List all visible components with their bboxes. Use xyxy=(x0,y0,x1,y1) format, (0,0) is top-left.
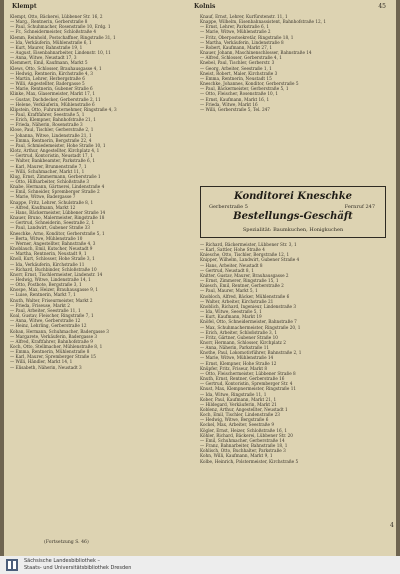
right-column-bottom xyxy=(200,242,390,464)
edge-mark: 4 xyxy=(390,522,394,529)
directory-entry: — Alfred, Schlosser, Gerberstraße 4, 1 xyxy=(200,55,282,61)
directory-entry: — Gertrud, Kontoristin, Neustadt 17, 1 xyxy=(10,153,93,159)
directory-entry: — Willi, Schuhmacher, Markt 11, 1 xyxy=(10,168,85,174)
directory-entry: Knappe, Wilhelm, Eisenbahnassistent, Bahnhofstraße 12, 1 xyxy=(200,19,326,25)
directory-entry: — Martha, Rentnerin, Neustadt 9, 1 xyxy=(10,251,87,257)
directory-entry: — Paul, Schmiedemeister, Hohe Straße 10, 1 xyxy=(10,142,106,148)
directory-entry: Knappe, Fritz, Lehrer, Schulstraße 8, 1 xyxy=(10,199,94,205)
directory-entry: Klotz, Arthur, Angestellter, Kirchplatz 4, 1 xyxy=(10,148,100,154)
directory-entry: — Johanna, Witwe, Lindenstraße 21, 1 xyxy=(10,132,92,138)
directory-entry: Knoblich, Richard, Ingenieur, Lindenstraße 3 xyxy=(200,303,296,309)
directory-entry: Koal, Gustav, Fleischer, Ringstraße 7, 1 xyxy=(10,313,94,319)
directory-entry: — Erich, Arbeiter, Schloßstraße 3, 1 xyxy=(200,329,278,335)
directory-entry: Köhler, Richard, Bäckerei, Lübbener Str. 20 xyxy=(200,432,293,438)
advertisement-box xyxy=(200,186,386,238)
directory-entry: — Karl, Maurer, Spremberger Straße 15 xyxy=(10,354,96,360)
directory-entry: Kohn, Willi, Kaufmann, Markt 9, 1 xyxy=(200,453,273,459)
directory-entry: — Alfred, Kaufmann, Markt 12 xyxy=(10,204,76,210)
directory-entry: Klipstein, Otto, Fuhrunternehmer, Ringstraße 4, 3 xyxy=(10,106,117,112)
directory-entry: — Erich, Klempner, Bahnhofstraße 21, 1 xyxy=(10,117,96,123)
directory-entry: — Max, Schuhmachermeister, Ringstraße 20, 1 xyxy=(200,324,301,330)
directory-entry: Kniesche, Otto, Tischler, Bergstraße 12, 1 xyxy=(200,252,290,258)
directory-entry: — Hans, Arbeiter, Neustadt 8 xyxy=(200,262,263,268)
directory-entry: Knorr, Hermann, Schlosser, Kirchplatz 2 xyxy=(200,339,286,345)
directory-entry: — Marie, Rentnerin, Gubener Straße 6 xyxy=(10,86,93,92)
directory-entry: — Gertrud, Kontoristin, Spremberger Str. 4 xyxy=(200,381,293,387)
directory-entry: — Richard, Buchbinder, Schloßstraße 10 xyxy=(10,266,97,272)
directory-entry: — Richard, Bäckermeister, Lübbener Str. 3, 1 xyxy=(200,242,297,247)
directory-entry: — Gertrud, Schneiderin, Seestraße 2, 1 xyxy=(10,220,95,226)
directory-entry: Knebel, Paul, Tischler, Gerberstr. 3 xyxy=(200,60,275,66)
library-banner xyxy=(0,556,400,574)
directory-entry: Klempt, Otto, Bäckerei, Lübbener Str. 16, 2 xyxy=(10,14,103,19)
directory-entry: — Ernst, Zimmerer, Ringstraße 15, 1 xyxy=(200,278,279,284)
directory-entry: — Emma, Rentnerin, Neustadt 15 xyxy=(200,75,272,81)
directory-entry: Knuth, Ernst, Rentner, Gerberstraße 16 xyxy=(200,376,285,382)
directory-entry: — Hedwig, Rentnerin, Kirchstraße 4, 3 xyxy=(10,70,93,76)
directory-entry: Klemmert, Emil, Kaufmann, Markt 5 xyxy=(10,60,88,66)
directory-entry: — Anna, Näherin, Parkstraße 11 xyxy=(200,345,270,351)
banner-line-2: Staats- und Universitätsbibliothek Dresden xyxy=(24,564,132,571)
directory-entry: Kniesch, Emil, Rentner, Gerberstraße 2 xyxy=(200,283,284,289)
directory-entry: Knabe, Hermann, Gärtnerei, Lindenstraße 4 xyxy=(10,184,105,190)
banner-line-1: Sächsische Landesbibliothek – xyxy=(24,558,100,564)
directory-entry: Knobloch, Alfred, Bäcker, Mühlenstraße 6 xyxy=(200,293,290,299)
directory-entry: — Fritz, Oberpostsekretär, Ringstraße 18, 1 xyxy=(200,34,294,40)
directory-entry: Kneschke, Johannes, Konditor, Gerberstraße 5 xyxy=(200,81,299,87)
directory-entry: — Paul, Bäckermeister, Gerberstraße 5, 1 xyxy=(200,86,289,92)
directory-entry: — Marie, Witwe, Mühlenstraße 2 xyxy=(200,29,271,35)
directory-entry: — Ida, Verkäuferin, Kirchstraße 11 xyxy=(10,261,85,267)
directory-entry: — Ida, Verkäuferin, Mühlenstraße 6, 1 xyxy=(10,39,92,45)
ad-specialties: Spezialität: Baumkuchen, Honigkuchen xyxy=(242,227,344,233)
directory-entry: — Emma, Rentnerin, Mühlenstraße 8 xyxy=(10,349,90,355)
directory-entry: — Georg, Arbeiter, Seestraße 1, 1 xyxy=(200,65,272,71)
directory-entry: — Walter, Bankbeamter, Parkstraße 6, 1 xyxy=(10,158,96,164)
directory-entry: — Fritz, Gärtner, Gubener Straße 10 xyxy=(200,334,278,340)
directory-entry: — Heinz, Lehrling, Gerberstraße 12 xyxy=(10,323,87,329)
directory-entry: — Willi, Händler, Markt 14, 1 xyxy=(10,359,73,365)
directory-entry: — Otto, Fleischermeister, Lübbener Straße 8 xyxy=(200,370,296,376)
directory-entry: — Paul, Landwirt, Gubener Straße 33 xyxy=(10,225,90,231)
directory-entry: — Hedwig, Witwe, Bergstraße 6 xyxy=(200,417,269,423)
directory-entry: Knöfel, Otto, Schneidermeister, Bahnstraße 7 xyxy=(200,319,297,325)
directory-entry: Knüpfer, Fritz, Friseur, Markt 8 xyxy=(200,365,268,371)
directory-entry: — Helene, Verkäuferin, Mühlenstraße 6 xyxy=(10,101,95,107)
directory-entry: — Luise, Rentnerin, Markt 7, 1 xyxy=(10,292,76,298)
directory-entry: — Hildegard, Verkäuferin, Markt 21 xyxy=(200,401,277,407)
directory-entry: — Ernst, Lehrer, Parkstraße 6, 1 xyxy=(200,24,269,30)
directory-entry: Knothe, Paul, Lokomotivführer, Bahnstraße 2, 1 xyxy=(200,350,302,356)
directory-entry: — Ida, Witwe, Ringstraße 11, 1 xyxy=(200,391,267,397)
directory-entry: Knauf, Ernst, Lehrer, Kurfürstenstr. 11, 1 xyxy=(200,14,288,19)
directory-entry: — Robert, Kaufmann, Markt 27, 1 xyxy=(200,44,273,50)
directory-entry: Klose, Paul, Tischler, Gerberstraße 2, 1 xyxy=(10,127,94,133)
ad-headline: Bestellungs-Geschäft xyxy=(233,211,353,222)
directory-entry: — Alfred, Kraftfahrer, Bahnhofstraße 9 xyxy=(10,338,93,344)
directory-entry: — Karl, Maurer, Brunnenstraße 7, 1 xyxy=(10,163,87,169)
directory-entry: Klug, Ernst, Zimmermann, Gerberstraße 1 xyxy=(10,173,101,179)
directory-entry: — Frieda, Friseuse, Markt 2 xyxy=(10,302,70,308)
directory-entry: Knauer, Bruno, Malermeister, Ringstraße 18 xyxy=(10,215,105,221)
directory-entry: — Martin, Lehrer, Herbergstraße 6 xyxy=(10,75,85,81)
directory-entry: — Hedwig, Witwe, Lindenstraße 14, 1 xyxy=(10,276,91,282)
directory-entry: Klemm, Reinhold, Postschaffner, Ringstraße 31, 1 xyxy=(10,34,116,40)
directory-entry: — Otto, Postbote, Bergstraße 3, 1 xyxy=(10,282,82,288)
directory-entry: — Marg., Rentnerin, Gerberstraße 8 xyxy=(10,19,88,25)
directory-entry: — Paul, Kraftfahrer, Seestraße 5, 1 xyxy=(10,111,85,117)
directory-entry: Koban, Hermann, Schuhmacher, Badergasse 3 xyxy=(10,328,109,334)
directory-entry: — Karl, Sattler, Hohe Straße 4 xyxy=(200,247,265,253)
directory-entry: — Otto, Hilfsarbeiter, Schloßstraße 3 xyxy=(10,179,90,184)
directory-entry: — Marie, Witwe, Badergasse 7 xyxy=(10,194,76,200)
ad-title: Konditorei Kneschke xyxy=(233,191,352,202)
directory-entry: — Martha, Verkäuferin, Lindenstraße 8 xyxy=(200,39,284,45)
right-column-top xyxy=(200,14,390,112)
directory-entry: — Anna, Witwe, Gerberstraße 12 xyxy=(10,318,81,324)
directory-entry: — Gustav, Dachdecker, Gerberstraße 2, 11 xyxy=(10,96,101,102)
directory-entry: Knospe, Max, Heizer, Brauhausgasse 9, 1 xyxy=(10,287,99,293)
directory-entry: — Marie, Witwe, Mühlenstraße 14 xyxy=(200,355,274,361)
directory-entry: Knipper, Wilhelm, Landwirt, Gubener Straße 4 xyxy=(200,257,300,263)
directory-entry: — Paul, Schuhmacher, Rosenstraße 10, Erdg. 1 xyxy=(10,24,111,30)
header-center-keyword: Kolnis xyxy=(194,3,216,10)
directory-entry: — Otto, Fleischer, Rosenstraße 10, 1 xyxy=(200,91,279,97)
directory-entry: — Gertrud, Neustadt 8, 1 xyxy=(200,267,254,273)
directory-entry: — Kurt, Kaufmann, Markt 19 xyxy=(200,314,262,320)
directory-entry: — Willi, Gerberstraße 5, Tel. 247 xyxy=(200,106,270,112)
directory-entry: — Franz, Bahnarbeiter, Bahnstraße 18, 1 xyxy=(200,443,288,449)
directory-entry: Kober, Paul, Kaufmann, Markt 21, 1 xyxy=(200,396,277,402)
directory-entry: — Anna, Witwe, Neustadt 17, 3 xyxy=(10,55,77,61)
directory-entry: — Hans, Bäckermeister, Lübbener Straße 14 xyxy=(10,209,106,215)
directory-entry: Koch, Emil, Tischler, Lindenstraße 23 xyxy=(200,412,280,418)
directory-entry: — Emil, Schneider, Spremberger Straße 2 xyxy=(10,189,100,195)
directory-entry: Kolbe, Heinrich, Polstermeister, Kirchstraße 5 xyxy=(200,458,299,464)
directory-entry: Klinke, Max, Glasermeister, Markt 17, 1 xyxy=(10,91,96,97)
directory-entry: — Werner, Angestellter, Bahnstraße 4, 3 xyxy=(10,240,96,246)
directory-entry: — Ida, Witwe, Seestraße 5, 1 xyxy=(200,309,262,315)
directory-entry: Knoll, Kurt, Schlosser, Hohe Straße 3, 1 xyxy=(10,256,95,262)
page-header xyxy=(4,3,396,13)
ad-address: Gerberstraße 5 xyxy=(209,204,248,210)
directory-entry: — Frieda, Näherin, Rosenstraße 3 xyxy=(10,122,83,128)
directory-entry: Koblenz, Arthur, Angestellter, Neustadt 1 xyxy=(200,407,288,412)
directory-entry: — Berta, Witwe, Mühlenstraße 10 xyxy=(10,235,83,241)
directory-entry: — Walter, Arbeiter, Kirchstraße 21 xyxy=(200,298,274,304)
directory-entry: — Paul, Arbeiter, Seestraße 11, 1 xyxy=(10,307,81,313)
directory-entry: — Ernst, Klempner, Hohe Straße 12 xyxy=(200,360,277,366)
continuation-note: (Fortsetzung S. 46) xyxy=(44,540,89,545)
directory-entry: Kneschke, Arno, Konditor, Gerberstraße 5, 1 xyxy=(10,230,105,236)
directory-entry: Knauer, Johann, Maschinenschlosser, Bahnstraße 14 xyxy=(200,50,312,56)
directory-page xyxy=(4,0,396,556)
directory-entry: Koch, Otto, Stellmacher, Mühlenstraße 8, 1 xyxy=(10,344,103,349)
library-logo-icon xyxy=(6,559,18,571)
directory-entry: — Emma, Rentnerin, Bergstraße 22, 4 xyxy=(10,137,92,143)
directory-entry: Klews, Otto, Schlosser, Brauhausgasse 4, 1 xyxy=(10,65,102,71)
left-column xyxy=(10,14,194,370)
directory-entry: Knitter, Gustav, Maurer, Brauhausgasse 2 xyxy=(200,272,289,278)
directory-entry: Knoblauch, Emil, Kutscher, Neustadt 9 xyxy=(10,246,93,252)
header-left-keyword: Klempt xyxy=(12,3,37,10)
directory-entry: — Fr., Schneidermeister, Schloßstraße 4 xyxy=(10,29,97,35)
directory-entry: — August, Eisenbahnarbeiter, Lindenstr. 10, 11 xyxy=(10,50,111,56)
directory-entry: Knuth, Walter, Friseurmeister, Markt 2 xyxy=(10,297,93,303)
directory-entry: Kneist, Robert, Maler, Kirchstraße 3 xyxy=(200,70,278,76)
directory-entry: Knust, Max, Klempnermeister, Ringstraße 11 xyxy=(200,386,297,392)
directory-entry: — Frieda, Witwe, Markt 16 xyxy=(200,101,258,107)
directory-entry: — Elisabeth, Näherin, Neustadt 3 xyxy=(10,364,82,370)
directory-entry: — Willi, Angestellter, Badergasse 5 xyxy=(10,81,85,87)
directory-entry: — Ernst, Kaufmann, Markt 16, 1 xyxy=(200,96,270,102)
directory-entry: Kohlisch, Otto, Buchhalter, Parkstraße 3 xyxy=(200,448,286,454)
directory-entry: — Emil, Schuhmacher, Gerberstraße 14 xyxy=(200,437,285,443)
directory-entry: — Margarete, Verkäuferin, Badergasse 3 xyxy=(10,333,98,339)
ad-phone: Fernruf 247 xyxy=(344,204,375,210)
directory-entry: — Paul, Maurer, Markt 5, 1 xyxy=(200,288,258,294)
directory-entry: Kockel, Max, Arbeiter, Seestraße 9 xyxy=(200,422,275,428)
directory-entry: Knorr, Ernst, Tischlermeister, Lindenstr. 14 xyxy=(10,271,103,277)
directory-entry: — Kurt, Maurer, Bahnstraße 19, 1 xyxy=(10,44,83,50)
directory-entry: Kögler, Ernst, Heizer, Schloßstraße 16, 1 xyxy=(200,427,288,433)
page-number: 45 xyxy=(378,3,386,10)
